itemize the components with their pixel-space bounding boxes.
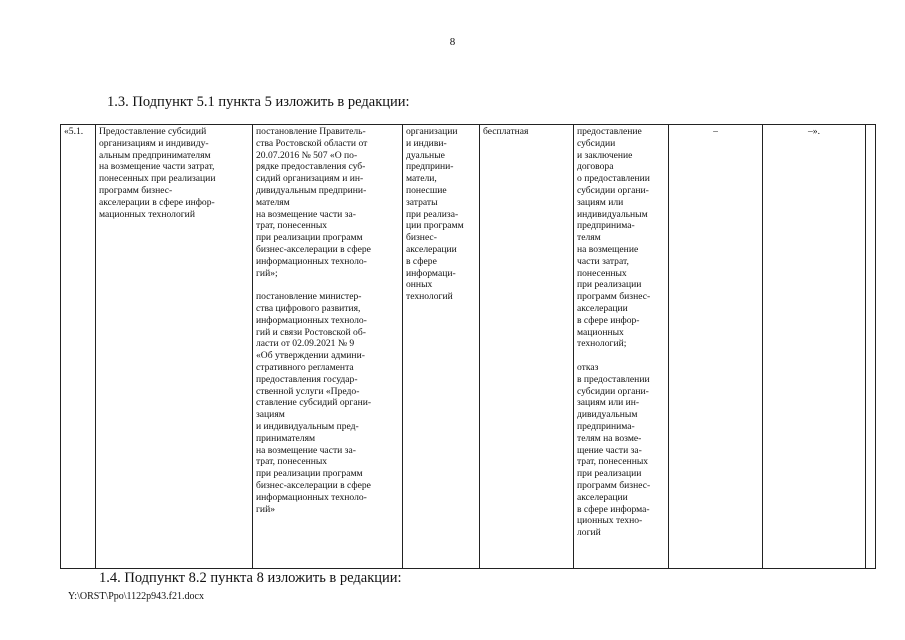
cell-text-line: логий: [577, 527, 601, 539]
cell-text-line: Предоставление субсидий: [99, 126, 207, 137]
cell-legal-acts: [253, 125, 403, 569]
cell-text-line: в предоставлении: [577, 373, 650, 385]
cell-text-line: в сфере информа-: [577, 503, 650, 515]
cell-text-line: ционных техно-: [577, 515, 643, 527]
cell-text-line: бизнес-акселерации в сфере: [256, 243, 371, 255]
cell-text-line: информационных техноло-: [256, 491, 367, 503]
cell-text-line: предпринима-: [577, 420, 635, 432]
cell-text-line: альным предпринимателям: [99, 149, 211, 161]
cell-result: [574, 125, 669, 569]
cell-text-line: бизнес-: [406, 232, 437, 244]
services-table: [60, 124, 876, 569]
cell-text-line: зациям или: [577, 196, 624, 208]
cell-text-line: бизнес-акселерации в сфере: [256, 479, 371, 491]
section-heading-1-3: 1.3. Подпункт 5.1 пункта 5 изложить в редакции:: [107, 94, 410, 110]
cell-text-line: акселерации: [406, 243, 457, 255]
cell-col-8: –».: [763, 125, 866, 569]
footer-file-path: Y:\ORST\Ppo\1122p943.f21.docx: [68, 591, 204, 602]
cell-text-line: на возмещение части затрат,: [99, 161, 215, 173]
cell-text-line: на возмещение части за-: [256, 444, 356, 456]
cell-text-line: и заключение: [577, 149, 633, 161]
cell-text-line: затраты: [406, 196, 438, 208]
cell-text-line: индивидуальным: [577, 208, 648, 220]
cell-text-line: зациям: [256, 409, 285, 421]
cell-text-line: программ бизнес-: [577, 291, 651, 303]
cell-payment: бесплатная: [480, 125, 574, 569]
cell-text-line: информаци-: [406, 267, 456, 279]
cell-text-line: дивидуальным предприни-: [256, 184, 367, 196]
cell-text-line: при реализации: [577, 279, 642, 291]
cell-text-line: мателям: [256, 196, 290, 208]
page-number: 8: [449, 36, 456, 48]
cell-text-line: ставление субсидий органи-: [256, 397, 372, 409]
cell-text-line: ства Ростовской области от: [256, 137, 368, 149]
cell-text-line: [577, 350, 665, 362]
cell-text-line: акселерации в сфере инфор-: [99, 196, 215, 208]
cell-text-line: щение части за-: [577, 444, 642, 456]
cell-text-line: части затрат,: [577, 255, 629, 267]
cell-text-line: ства цифрового развития,: [256, 302, 361, 314]
table-row: [61, 125, 876, 569]
cell-recipients: [403, 125, 480, 569]
cell-text-line: [256, 279, 399, 291]
cell-text-line: предприни-: [406, 161, 454, 173]
cell-text-line: трат, понесенных: [577, 456, 649, 468]
cell-text-line: субсидии органи-: [577, 184, 649, 196]
cell-text-line: рядке предоставления суб-: [256, 161, 366, 173]
cell-text-line: в сфере инфор-: [577, 314, 640, 326]
cell-text-line: акселерации: [577, 302, 628, 314]
cell-text-line: при реализации программ: [256, 232, 363, 244]
cell-text-line: зациям или ин-: [577, 397, 640, 409]
cell-text-line: телям: [577, 232, 601, 244]
cell-text-line: субсидии органи-: [577, 385, 649, 397]
cell-text-line: при реализа-: [406, 208, 459, 220]
cell-text-line: постановление министер-: [256, 291, 362, 303]
cell-text-line: информационных техноло-: [256, 255, 367, 267]
cell-text-line: трат, понесенных: [256, 220, 328, 232]
cell-service-name: [96, 125, 253, 569]
cell-text-line: мационных: [577, 326, 624, 338]
cell-text-line: организациям и индивиду-: [99, 137, 209, 149]
cell-text-line: при реализации программ: [256, 468, 363, 480]
cell-text-line: технологий: [406, 291, 453, 303]
cell-text-line: информационных техноло-: [256, 314, 367, 326]
cell-text-line: на возмещение части за-: [256, 208, 356, 220]
cell-text-line: договора: [577, 161, 614, 173]
cell-text-line: на возмещение: [577, 243, 639, 255]
section-heading-1-4: 1.4. Подпункт 8.2 пункта 8 изложить в редакции:: [99, 570, 402, 586]
cell-text-line: ции программ: [406, 220, 464, 232]
cell-text-line: «Об утверждении админи-: [256, 350, 365, 362]
cell-text-line: трат, понесенных: [256, 456, 328, 468]
cell-text-line: гий»;: [256, 267, 278, 279]
cell-text-line: стративного регламента: [256, 361, 354, 373]
cell-text-line: программ бизнес-: [577, 479, 651, 491]
cell-col-7: –: [669, 125, 763, 569]
cell-text-line: понесенных: [577, 267, 627, 279]
cell-text-line: 20.07.2016 № 507 «О по-: [256, 149, 358, 161]
cell-text-line: предпринима-: [577, 220, 635, 232]
cell-text-line: принимателям: [256, 432, 316, 444]
cell-col-9: [866, 125, 876, 569]
cell-text-line: о предоставлении: [577, 173, 650, 185]
cell-text-line: дуальные: [406, 149, 445, 161]
cell-text-line: гий и связи Ростовской об-: [256, 326, 366, 338]
cell-text-line: предоставление: [577, 126, 642, 137]
cell-text-line: гий»: [256, 503, 276, 515]
cell-text-line: матели,: [406, 173, 437, 185]
cell-text-line: акселерации: [577, 491, 628, 503]
cell-text-line: субсидии: [577, 137, 616, 149]
cell-text-line: понесенных при реализации: [99, 173, 216, 185]
cell-text-line: ласти от 02.09.2021 № 9: [256, 338, 355, 350]
cell-text-line: предоставления государ-: [256, 373, 358, 385]
cell-text-line: онных: [406, 279, 433, 291]
cell-text-line: и индиви-: [406, 137, 447, 149]
cell-text-line: дивидуальным: [577, 409, 638, 421]
cell-text-line: отказ: [577, 361, 599, 373]
cell-text-line: при реализации: [577, 468, 642, 480]
cell-text-line: в сфере: [406, 255, 437, 267]
cell-text-line: организации: [406, 126, 458, 137]
cell-item-number: «5.1.: [61, 125, 96, 569]
cell-text-line: мационных технологий: [99, 208, 195, 220]
cell-text-line: программ бизнес-: [99, 184, 173, 196]
cell-text-line: сидий организациям и ин-: [256, 173, 364, 185]
cell-text-line: и индивидуальным пред-: [256, 420, 359, 432]
cell-text-line: постановление Правитель-: [256, 126, 366, 137]
cell-text-line: ственной услуги «Предо-: [256, 385, 360, 397]
cell-text-line: технологий;: [577, 338, 627, 350]
cell-text-line: понесшие: [406, 184, 447, 196]
cell-text-line: телям на возме-: [577, 432, 642, 444]
